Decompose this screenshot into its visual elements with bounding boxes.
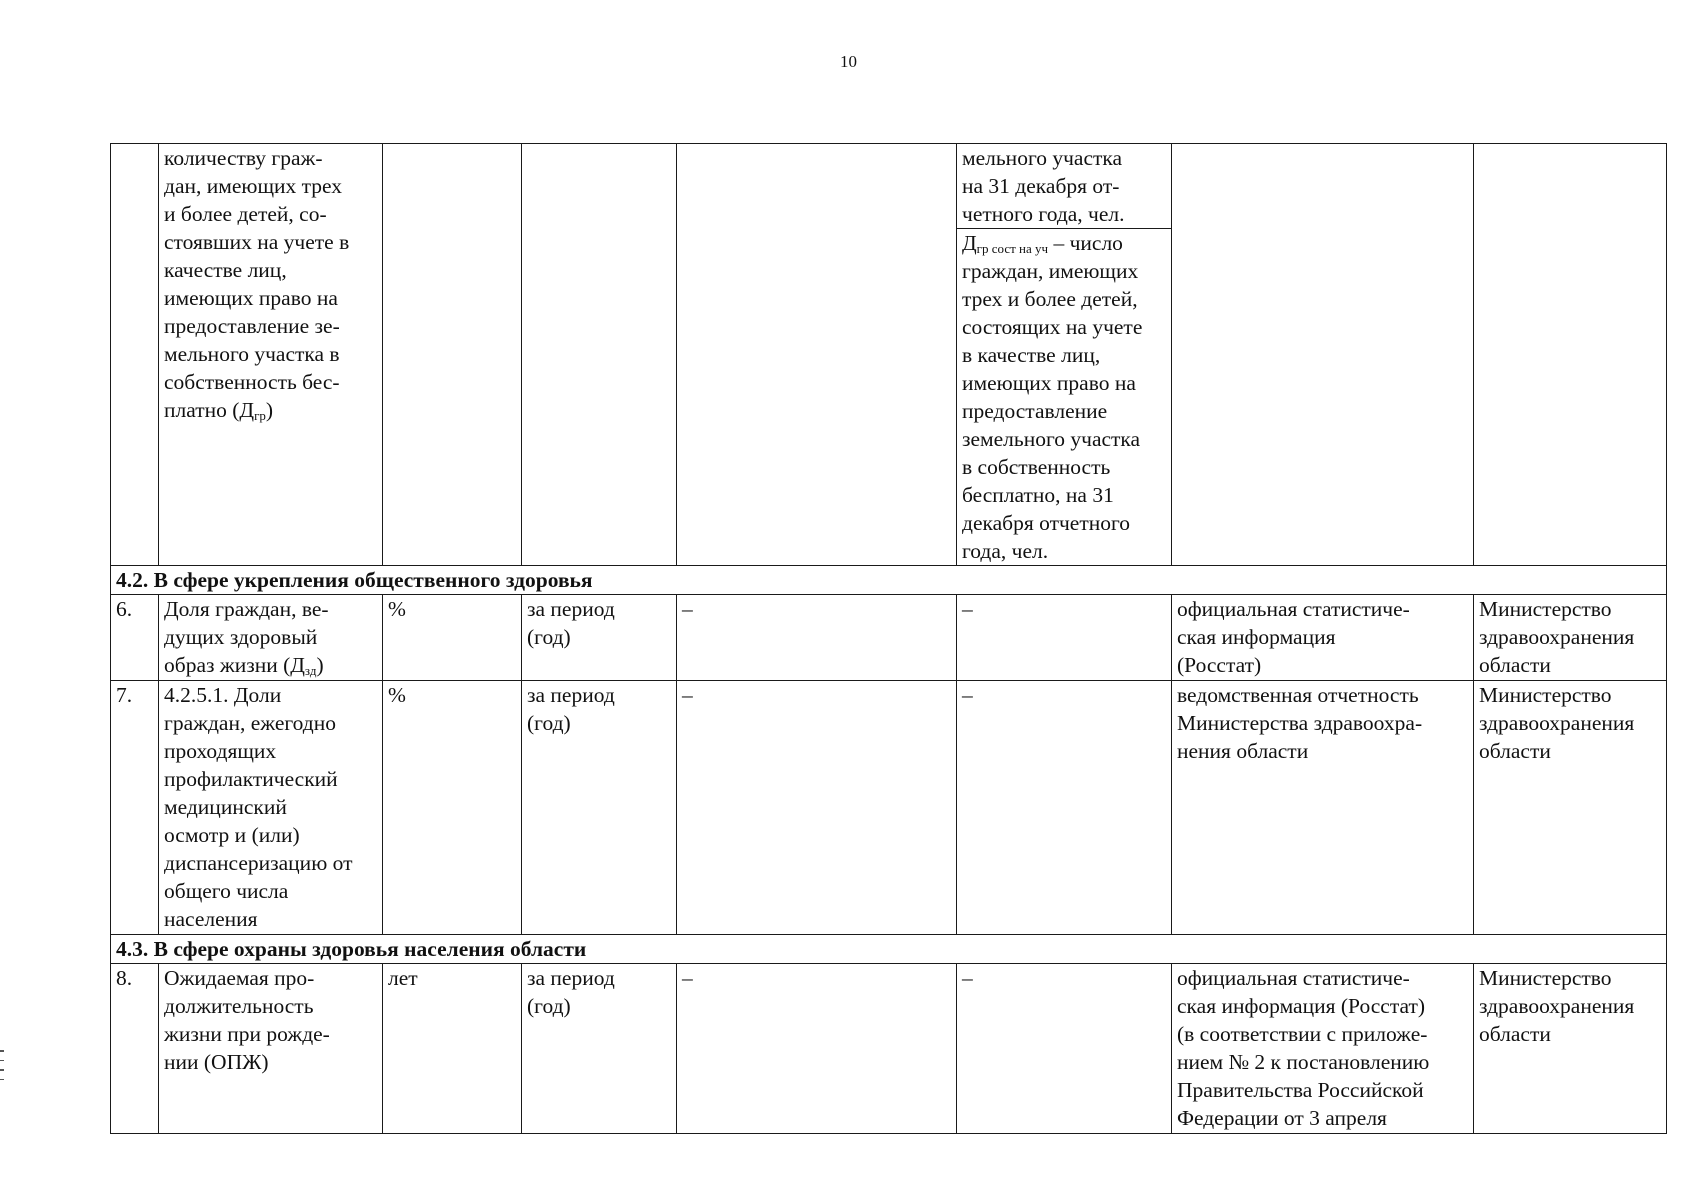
cell-col5: –: [677, 681, 957, 935]
cell-indicator: Доля граждан, ве- дущих здоровый образ жизни $(Д_{зд})$: [159, 595, 383, 681]
cell-formula: –: [957, 681, 1172, 935]
cell-responsible: Министерство здравоохранения области: [1474, 681, 1667, 935]
cell-source: ведомственная отчетность Министерства здравоохра- нения области: [1172, 681, 1474, 935]
section-row-4-3: [111, 935, 1667, 964]
cell-responsible: Министерство здравоохранения области: [1474, 595, 1667, 681]
table-row-continued: [111, 144, 1667, 566]
cell-period: за период (год): [522, 964, 677, 1134]
scan-mark: [0, 1079, 4, 1081]
cell-num: 8.: [111, 964, 159, 1134]
cell-num: [111, 144, 159, 566]
cell-col5: –: [677, 595, 957, 681]
section-title: 4.3. В сфере охраны здоровья населения области: [111, 935, 1667, 964]
section-row-4-2: [111, 566, 1667, 595]
cell-unit: лет: [383, 964, 522, 1134]
scan-mark: [0, 1050, 4, 1052]
cell-indicator: количеству граж- дан, имеющих трех и более детей, со- стоявших на учете в качестве лиц, имеющих право на предоставление зе- мельного участка в собственность бес- платно $(Д_{гр})$: [159, 144, 383, 566]
cell-responsible: Министерство здравоохранения области: [1474, 964, 1667, 1134]
cell-source: официальная статистиче- ская информация (Росстат): [1172, 595, 1474, 681]
cell-unit: %: [383, 595, 522, 681]
formula-top-text: мельного участка на 31 декабря от- четного года, чел.: [962, 146, 1125, 226]
section-title: 4.2. В сфере укрепления общественного здоровья: [111, 566, 1667, 595]
cell-col5: [677, 144, 957, 566]
page-number: 10: [840, 52, 857, 71]
cell-num: 7.: [111, 681, 159, 935]
cell-source: [1172, 144, 1474, 566]
cell-formula: –: [957, 595, 1172, 681]
cell-indicator: 4.2.5.1. Доли граждан, ежегодно проходящих профилактический медицинский осмотр и (или) диспансеризацию от общего числа населения: [159, 681, 383, 935]
table-row-8: [111, 964, 1667, 1134]
cell-formula: [957, 144, 1172, 566]
cell-responsible: [1474, 144, 1667, 566]
cell-unit: [383, 144, 522, 566]
cell-period: за период (год): [522, 595, 677, 681]
scan-margin-marks: [0, 1050, 8, 1180]
cell-period: за период (год): [522, 681, 677, 935]
cell-indicator: Ожидаемая про- должительность жизни при рожде- нии (ОПЖ): [159, 964, 383, 1134]
table-row-7: [111, 681, 1667, 935]
scan-mark: [0, 1069, 4, 1071]
scan-mark: [0, 1060, 4, 1062]
cell-source: официальная статистиче- ская информация (Росстат) (в соответствии с приложе- нием № 2 к постановлению Правительства Российской Федерации от 3 апреля: [1172, 964, 1474, 1134]
cell-period: [522, 144, 677, 566]
table-row-6: [111, 595, 1667, 681]
cell-unit: %: [383, 681, 522, 935]
formula-variable-block: $Д_{гр сост на уч}$ – число граждан, имеющих трех и более детей, состоящих на учете в качестве лиц, имеющих право на предоставление земельного участка в собственность бесплатно, на 31 декабря отчетного года, чел.: [957, 228, 1171, 565]
cell-col5: –: [677, 964, 957, 1134]
indicators-table: [110, 143, 1667, 1134]
cell-num: 6.: [111, 595, 159, 681]
cell-formula: –: [957, 964, 1172, 1134]
